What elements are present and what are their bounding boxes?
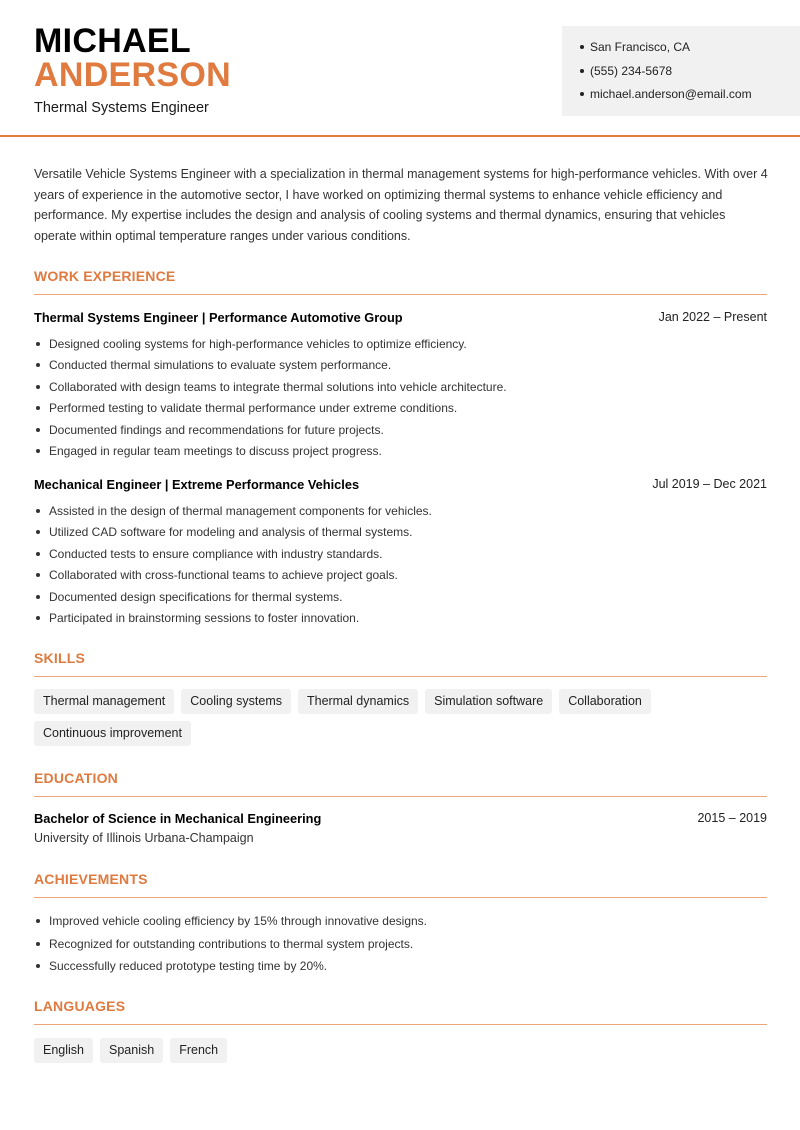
bullet-icon <box>580 69 584 73</box>
job-2-bullets <box>34 503 767 631</box>
language-tag: Spanish <box>100 1038 163 1063</box>
list-item <box>34 336 767 357</box>
list-item <box>34 422 767 443</box>
list-item-text: Conducted thermal simulations to evaluate system performance. <box>49 358 392 373</box>
section-title-education: EDUCATION <box>34 770 118 786</box>
bullet-icon <box>580 45 584 49</box>
list-item <box>34 610 767 631</box>
section-divider <box>34 676 767 677</box>
list-item <box>34 400 767 421</box>
list-item <box>34 958 767 981</box>
resume-header <box>0 0 800 137</box>
list-item <box>34 589 767 610</box>
bullet-icon <box>36 964 40 968</box>
section-title-languages: LANGUAGES <box>34 998 126 1014</box>
list-item-text: Collaborated with design teams to integrate thermal solutions into vehicle architecture. <box>49 379 507 394</box>
job-dates-1: Jan 2022 – Present <box>658 310 767 324</box>
skill-tag: Thermal dynamics <box>298 689 418 714</box>
language-tag: English <box>34 1038 93 1063</box>
section-divider <box>34 294 767 295</box>
contact-box <box>562 26 800 116</box>
contact-email-text: michael.anderson@email.com <box>590 87 752 101</box>
section-divider <box>34 897 767 898</box>
list-item-text: Improved vehicle cooling efficiency by 15% through innovative designs. <box>49 914 427 928</box>
first-name: MICHAEL <box>34 22 191 60</box>
list-item-text: Successfully reduced prototype testing time by 20%. <box>49 959 328 974</box>
job-dates-2: Jul 2019 – Dec 2021 <box>652 477 767 491</box>
bullet-icon <box>36 406 40 410</box>
language-tag: French <box>170 1038 227 1063</box>
bullet-icon <box>36 509 40 513</box>
bullet-icon <box>36 616 40 620</box>
achievements-list <box>34 913 767 981</box>
contact-phone <box>580 63 800 87</box>
skill-tag: Thermal management <box>34 689 174 714</box>
bullet-icon <box>36 942 40 946</box>
list-item-text: Participated in brainstorming sessions to foster innovation. <box>49 610 360 625</box>
bullet-icon <box>36 573 40 577</box>
bullet-icon <box>36 552 40 556</box>
contact-email <box>580 86 800 110</box>
list-item <box>34 379 767 400</box>
bullet-icon <box>36 919 40 923</box>
section-title-work: WORK EXPERIENCE <box>34 268 176 284</box>
list-item-text: Conducted tests to ensure compliance with industry standards. <box>49 546 383 561</box>
skill-tag: Continuous improvement <box>34 721 191 746</box>
contact-location <box>580 39 800 63</box>
skill-tag: Cooling systems <box>181 689 291 714</box>
skill-tag: Simulation software <box>425 689 552 714</box>
bullet-icon <box>36 595 40 599</box>
job-title-1: Thermal Systems Engineer | Performance Automotive Group <box>34 310 403 325</box>
list-item-text: Designed cooling systems for high-performance vehicles to optimize efficiency. <box>49 337 467 351</box>
list-item-text: Documented findings and recommendations for future projects. <box>49 422 384 437</box>
job-1-bullets <box>34 336 767 464</box>
skills-tags <box>34 689 767 746</box>
list-item <box>34 546 767 567</box>
list-item-text: Collaborated with cross-functional teams to achieve project goals. <box>49 568 398 583</box>
bullet-icon <box>36 428 40 432</box>
bullet-icon <box>36 363 40 367</box>
list-item <box>34 443 767 464</box>
list-item-text: Utilized CAD software for modeling and analysis of thermal systems. <box>49 525 413 540</box>
section-divider <box>34 796 767 797</box>
list-item <box>34 524 767 545</box>
bullet-icon <box>580 92 584 96</box>
list-item-text: Performed testing to validate thermal performance under extreme conditions. <box>49 401 458 416</box>
school-name: University of Illinois Urbana-Champaign <box>34 831 254 845</box>
contact-phone-text: (555) 234-5678 <box>590 63 673 78</box>
section-title-skills: SKILLS <box>34 650 85 666</box>
list-item-text: Documented design specifications for thermal systems. <box>49 589 343 604</box>
bullet-icon <box>36 530 40 534</box>
education-dates: 2015 – 2019 <box>697 811 767 825</box>
bullet-icon <box>36 342 40 346</box>
list-item <box>34 936 767 959</box>
list-item-text: Engaged in regular team meetings to discuss project progress. <box>49 443 382 458</box>
list-item <box>34 913 767 936</box>
section-divider <box>34 1024 767 1025</box>
job-title: Thermal Systems Engineer <box>34 100 209 116</box>
list-item <box>34 567 767 588</box>
list-item <box>34 503 767 524</box>
language-tags <box>34 1038 767 1063</box>
skill-tag: Collaboration <box>559 689 651 714</box>
section-title-achievements: ACHIEVEMENTS <box>34 871 148 887</box>
list-item <box>34 357 767 378</box>
bullet-icon <box>36 385 40 389</box>
last-name: ANDERSON <box>34 56 231 94</box>
contact-location-text: San Francisco, CA <box>590 40 691 54</box>
job-title-2: Mechanical Engineer | Extreme Performance Vehicles <box>34 477 360 492</box>
list-item-text: Recognized for outstanding contributions to thermal system projects. <box>49 936 414 951</box>
list-item-text: Assisted in the design of thermal management components for vehicles. <box>49 504 432 518</box>
summary-paragraph: Versatile Vehicle Systems Engineer with a specialization in thermal management systems for high-performance vehicles. With over 4 years of experience in the automotive sector, I have worked on optimizing thermal systems to enhance vehicle efficiency and performance. My expertise includes the design and analysis of cooling systems and thermal dynamics, ensuring that vehicles operate within optimal temperature ranges under various conditions. <box>34 167 768 243</box>
bullet-icon <box>36 449 40 453</box>
degree-title: Bachelor of Science in Mechanical Engineering <box>34 811 322 826</box>
